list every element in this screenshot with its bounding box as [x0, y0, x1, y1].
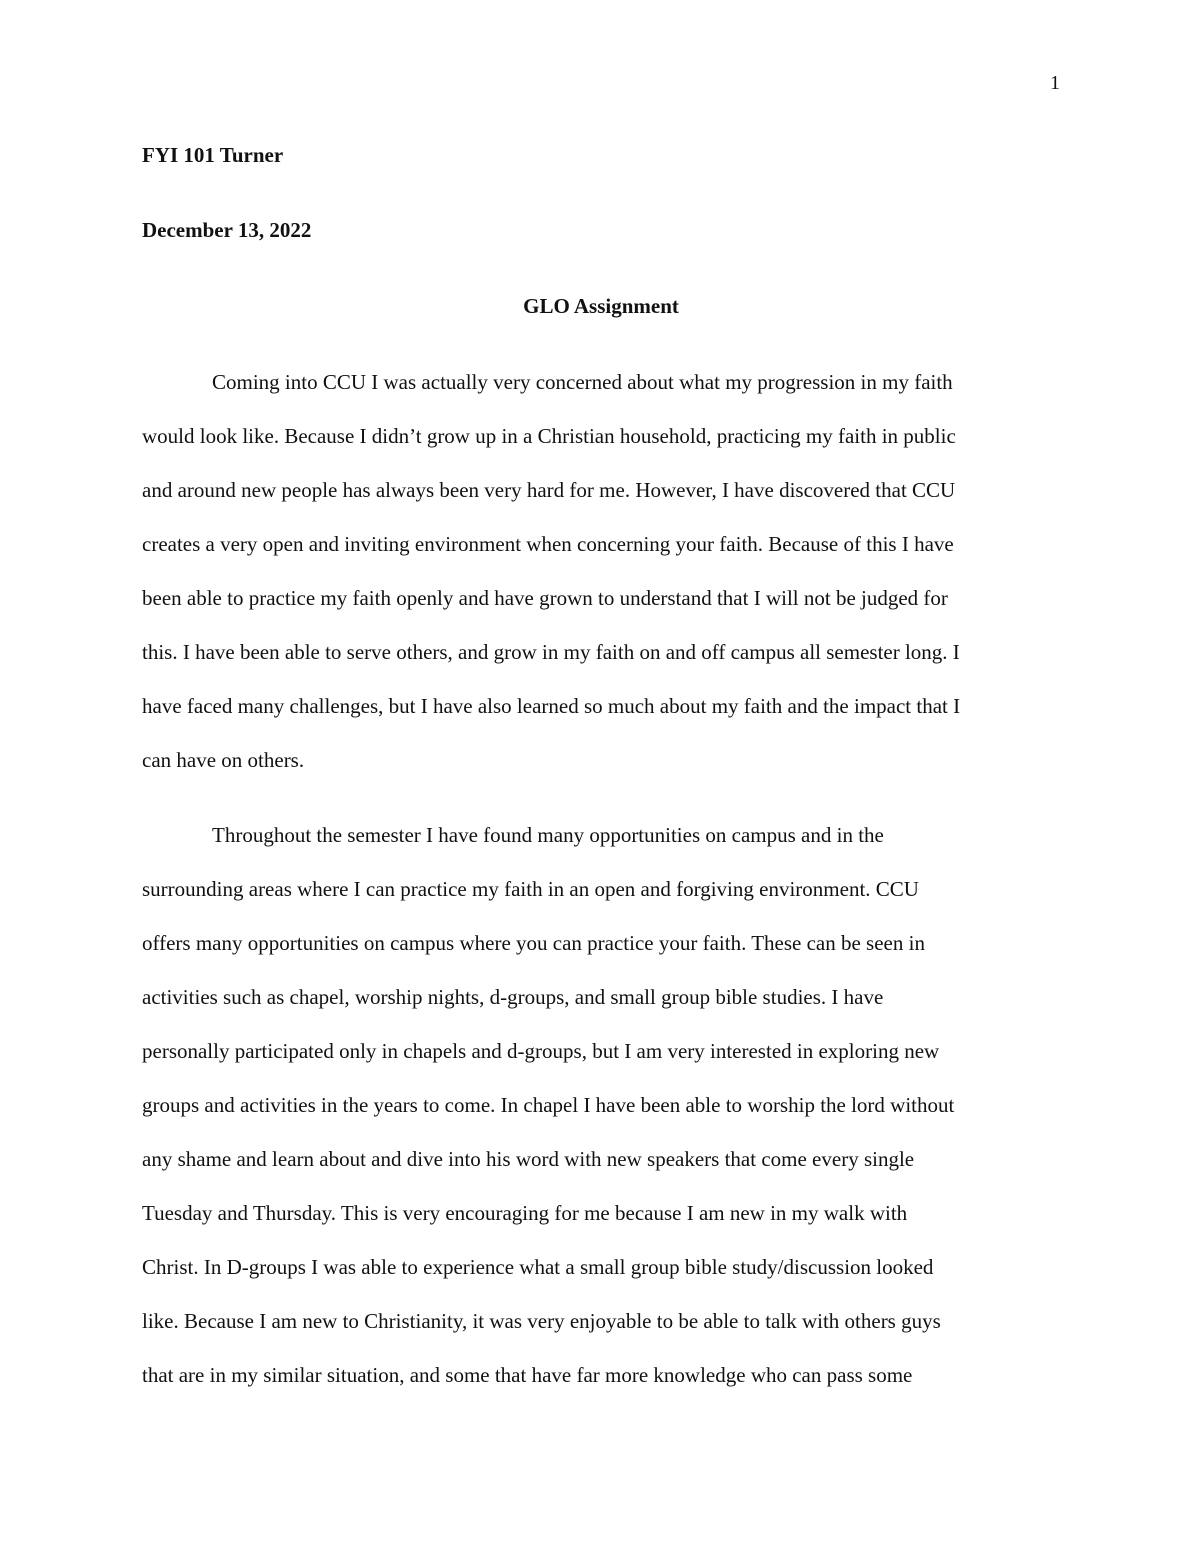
paragraph-line: any shame and learn about and dive into his word with new speakers that come every single	[142, 1147, 915, 1171]
paragraph-line: have faced many challenges, but I have also learned so much about my faith and the impact that I	[142, 694, 961, 718]
document-title: GLO Assignment	[523, 294, 679, 318]
paragraph-line: personally participated only in chapels and d-groups, but I am very interested in exploring new	[142, 1039, 940, 1063]
paragraph-line: that are in my similar situation, and some that have far more knowledge who can pass some	[142, 1363, 913, 1387]
paragraph-line: Christ. In D-groups I was able to experience what a small group bible study/discussion looked	[142, 1255, 934, 1279]
paragraph-line: surrounding areas where I can practice my faith in an open and forgiving environment. CCU	[142, 877, 919, 901]
paragraph-line: this. I have been able to serve others, and grow in my faith on and off campus all semester long. I	[142, 640, 960, 664]
paragraph-line: would look like. Because I didn’t grow up in a Christian household, practicing my faith in public	[142, 424, 956, 448]
paragraph-line: been able to practice my faith openly and have grown to understand that I will not be judged for	[142, 586, 948, 610]
paragraph-line: can have on others.	[142, 748, 305, 772]
paragraph-line: activities such as chapel, worship nights, d-groups, and small group bible studies. I have	[142, 985, 884, 1009]
paragraph-line: creates a very open and inviting environment when concerning your faith. Because of this I have	[142, 532, 954, 556]
paragraph-line: Tuesday and Thursday. This is very encouraging for me because I am new in my walk with	[142, 1201, 908, 1225]
paragraph-line: groups and activities in the years to come. In chapel I have been able to worship the lord without	[142, 1093, 955, 1117]
paragraph-line: Coming into CCU I was actually very concerned about what my progression in my faith	[212, 370, 953, 394]
page-number: 1	[1050, 72, 1060, 94]
date-heading: December 13, 2022	[142, 218, 312, 242]
paragraph-line: offers many opportunities on campus where you can practice your faith. These can be seen in	[142, 931, 925, 955]
course-heading: FYI 101 Turner	[142, 143, 284, 167]
paragraph-line: Throughout the semester I have found many opportunities on campus and in the	[212, 823, 884, 847]
paragraph-line: and around new people has always been very hard for me. However, I have discovered that CCU	[142, 478, 956, 502]
paragraph-line: like. Because I am new to Christianity, it was very enjoyable to be able to talk with others guys	[142, 1309, 941, 1333]
